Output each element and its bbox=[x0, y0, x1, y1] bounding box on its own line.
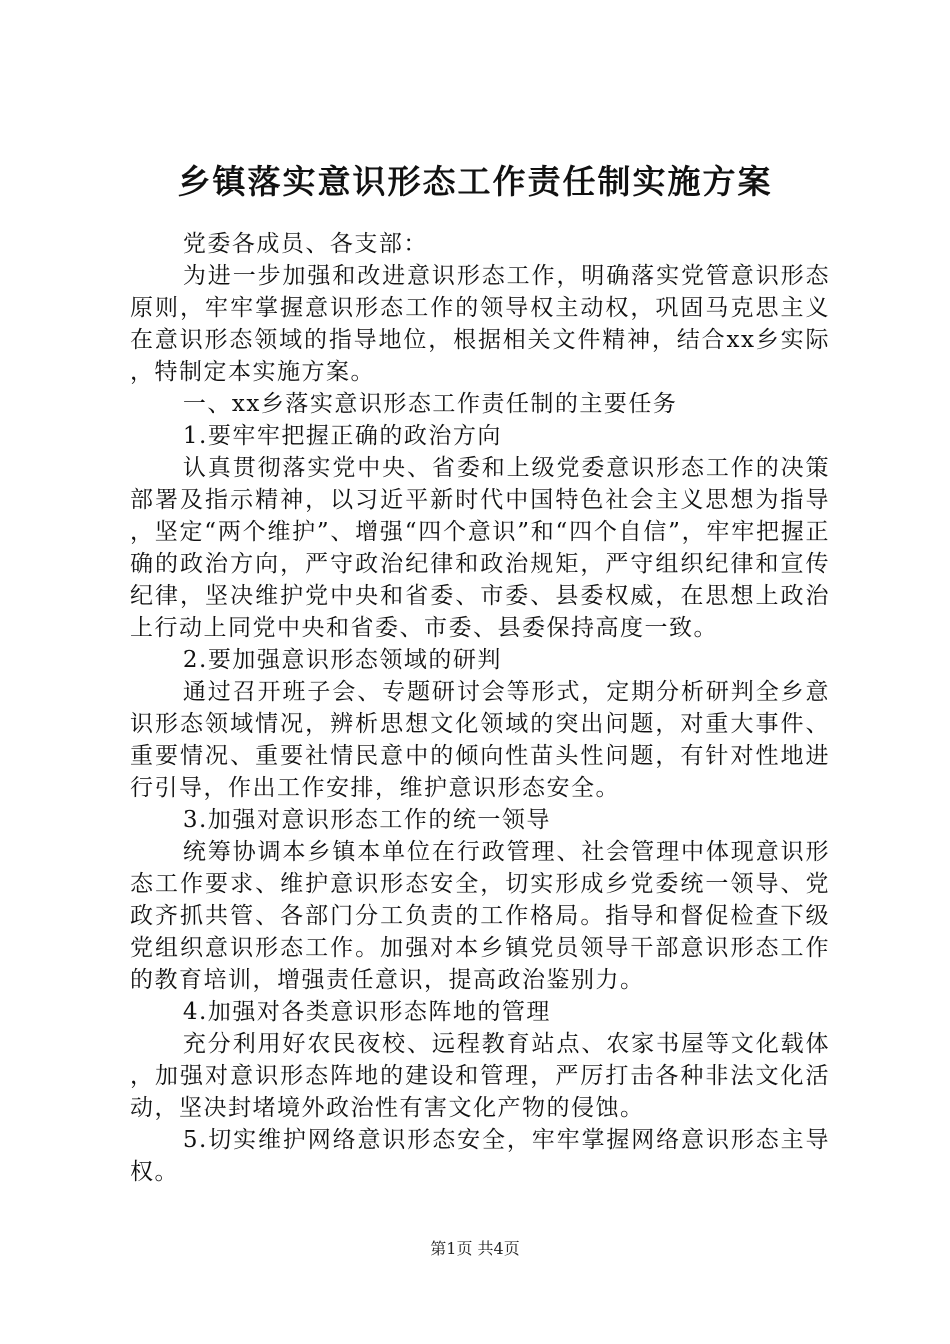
task-heading-1: 1.要牢牢把握正确的政治方向 bbox=[182, 423, 502, 449]
task-paragraph-3: 统筹协调本乡镇本单位在行政管理、社会管理中体现意识形态工作要求、维护意识形态安全，切实形成乡党委统一领导、党政齐抓共管、各部门分工负责的工作格局。指导和督促检查下级党组织意识形态工作。加强对本乡镇党员领导干部意识形态工作的教育培训，增强责任意识，提高政治鉴别力。 bbox=[130, 839, 830, 993]
task-heading-4: 4.加强对各类意识形态阵地的管理 bbox=[182, 999, 551, 1025]
page-number: 第1页 共4页 bbox=[430, 1239, 520, 1258]
task-paragraph-2: 通过召开班子会、专题研讨会等形式，定期分析研判全乡意识形态领域情况，辨析思想文化领域的突出问题，对重大事件、重要情况、重要社情民意中的倾向性苗头性问题，有针对性地进行引导，作出工作安排，维护意识形态安全。 bbox=[130, 679, 830, 801]
task-heading-5: 5.切实维护网络意识形态安全，牢牢掌握网络意识形态主导权。 bbox=[130, 1127, 830, 1185]
intro-paragraph: 为进一步加强和改进意识形态工作，明确落实党管意识形态原则，牢牢掌握意识形态工作的领导权主动权，巩固马克思主义在意识形态领域的指导地位，根据相关文件精神，结合xx乡实际，特制定本实施方案。 bbox=[130, 263, 830, 385]
task-paragraph-4: 充分利用好农民夜校、远程教育站点、农家书屋等文化载体，加强对意识形态阵地的建设和管理，严厉打击各种非法文化活动，坚决封堵境外政治性有害文化产物的侵蚀。 bbox=[130, 1031, 830, 1121]
document-title: 乡镇落实意识形态工作责任制实施方案 bbox=[177, 162, 773, 201]
task-paragraph-1: 认真贯彻落实党中央、省委和上级党委意识形态工作的决策部署及指示精神，以习近平新时代中国特色社会主义思想为指导，坚定“两个维护”、增强“四个意识”和“四个自信”，牢牢把握正确的政治方向，严守政治纪律和政治规矩，严守组织纪律和宣传纪律，坚决维护党中央和省委、市委、县委权威，在思想上政治上行动上同党中央和省委、市委、县委保持高度一致。 bbox=[130, 455, 830, 641]
section-heading: 一、xx乡落实意识形态工作责任制的主要任务 bbox=[182, 391, 678, 417]
task-heading-2: 2.要加强意识形态领域的研判 bbox=[182, 647, 502, 673]
salutation: 党委各成员、各支部： bbox=[182, 231, 428, 257]
document-body bbox=[130, 228, 830, 1188]
task-heading-3: 3.加强对意识形态工作的统一领导 bbox=[182, 807, 551, 833]
